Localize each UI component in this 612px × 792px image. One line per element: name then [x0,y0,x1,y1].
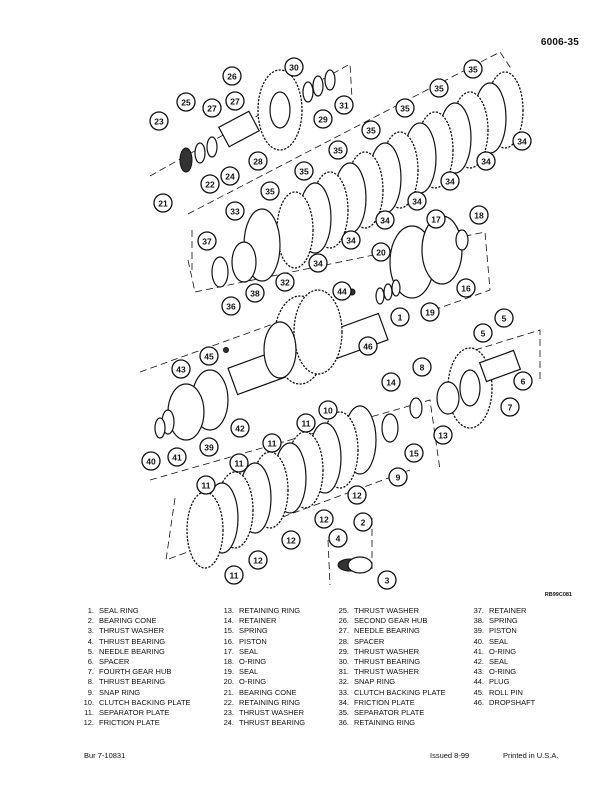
callout-12 [282,531,300,549]
callout-34 [342,231,360,249]
legend-item [462,677,535,687]
legend-column-4 [462,606,535,708]
callout-number: 12 [319,514,329,525]
printed-in: Printed in U.S.A. [503,751,559,760]
legend-item-label: SEAL RING [99,606,139,615]
callout-12 [348,486,366,504]
callout-35 [430,79,448,97]
legend-item-number: 46. [473,697,484,707]
callout-number: 34 [412,196,422,207]
callout-46 [359,337,377,355]
legend-item [462,626,535,636]
legend-item-number: 34. [338,697,349,707]
callout-7 [501,398,519,416]
callout-number: 35 [333,145,343,156]
legend-item-label: FRICTION PLATE [354,697,415,707]
callout-27 [226,92,244,110]
callout-number: 1 [397,312,403,323]
callout-22 [201,175,219,193]
callout-number: 27 [230,96,240,107]
callout-11 [225,566,243,584]
callout-37 [198,232,216,250]
callout-12 [315,510,333,528]
legend-item [72,647,191,657]
callout-number: 46 [363,341,373,352]
legend-item-label: NEEDLE BEARING [99,646,165,656]
legend-item-label: SNAP RING [354,677,396,687]
callout-number: 33 [230,206,240,217]
callout-number: 11 [267,438,277,449]
legend-item-number: 29. [338,646,349,656]
legend-item-number: 33. [338,687,349,697]
callout-33 [226,202,244,220]
legend-item-label: THRUST BEARING [354,657,421,667]
callout-42 [231,419,249,437]
legend-item-label: SEPARATOR PLATE [99,708,170,718]
callout-number: 34 [445,176,455,187]
legend-item-label: CLUTCH BACKING PLATE [354,687,446,697]
callout-35 [329,141,347,159]
callout-number: 10 [323,405,333,416]
legend-item [212,698,305,708]
legend-item-number: 10. [83,697,94,707]
legend-item-number: 35. [338,708,349,718]
legend-item [212,616,305,626]
callout-number: 7 [507,402,513,413]
legend-item [462,667,535,677]
callout-number: 36 [226,301,236,312]
callout-5 [495,309,513,327]
callout-number: 42 [235,423,245,434]
callout-number: 28 [253,156,263,167]
legend-item-number: 21. [223,687,234,697]
callout-11 [297,414,315,432]
callout-20 [372,243,390,261]
legend-item [327,657,446,667]
legend-item-label: SEAL [489,636,509,646]
legend-item [72,718,191,728]
callout-34 [408,192,426,210]
callout-number: 5 [480,328,486,339]
callout-19 [421,303,439,321]
legend-item-number: 24. [223,718,234,728]
callout-number: 40 [146,456,156,467]
legend-item [72,688,191,698]
legend-item-number: 36. [338,718,349,728]
legend-item [72,616,191,626]
legend-item-label: SPRING [489,616,518,626]
callout-number: 43 [176,364,186,375]
legend-item-number: 31. [338,667,349,677]
legend-item-number: 6. [87,657,94,667]
legend-item-number: 28. [338,636,349,646]
legend-item-number: 15. [223,626,234,636]
figure-code: RB99C081 [544,592,572,598]
legend-item [72,606,191,616]
legend-item-label: THRUST WASHER [354,667,420,677]
callout-number: 12 [253,555,263,566]
legend-item [212,718,305,728]
legend-column-1 [72,606,191,728]
legend-item-label: RETAINER [239,616,277,626]
legend-item-label: THRUST WASHER [99,626,165,636]
callout-number: 41 [172,452,182,463]
legend-item [72,698,191,708]
legend-item-number: 12. [83,718,94,728]
callout-15 [405,444,423,462]
callout-number: 26 [227,71,237,82]
legend-item-label: RETAINING RING [239,606,301,615]
legend-item-label: THRUST WASHER [354,606,420,615]
legend-item [327,698,446,708]
legend-item [327,606,446,616]
callout-34 [376,211,394,229]
callout-number: 35 [265,186,275,197]
callout-number: 15 [409,448,419,459]
legend-item-number: 13. [223,606,234,615]
legend-item-label: THRUST WASHER [239,708,305,718]
legend-item-label: SEAL [239,646,259,656]
callout-number: 6 [520,376,526,387]
legend-item-number: 4. [87,636,94,646]
callout-number: 8 [419,362,425,373]
callout-6 [514,372,532,390]
callout-31 [335,96,353,114]
callout-number: 16 [461,283,471,294]
callout-32 [276,273,294,291]
callout-number: 39 [204,442,214,453]
legend-item-number: 14. [223,616,234,626]
callout-38 [246,284,264,302]
callout-12 [249,551,267,569]
callout-35 [261,182,279,200]
legend-item-number: 1. [87,606,94,615]
legend-item-number: 42. [473,657,484,667]
legend-item-label: SECOND GEAR HUB [354,616,428,626]
legend-item-label: O-RING [489,646,517,656]
legend-item-label: THRUST BEARING [99,677,166,687]
legend-item-number: 17. [223,646,234,656]
legend-item-label: BEARING CONE [99,616,157,626]
callout-number: 30 [289,62,299,73]
callout-44 [333,282,351,300]
callout-1 [391,308,409,326]
legend-item-label: SEAL [239,667,259,677]
callout-number: 12 [352,490,362,501]
callout-number: 37 [202,236,212,247]
callout-number: 22 [205,179,215,190]
legend-item-number: 40. [473,636,484,646]
legend-item [212,708,305,718]
legend-item-number: 38. [473,616,484,626]
callout-17 [427,210,445,228]
callout-30 [285,58,303,76]
callout-13 [434,426,452,444]
callout-29 [314,110,332,128]
legend-item [462,688,535,698]
callout-41 [168,448,186,466]
legend-item-label: SEAL [489,657,509,667]
callout-8 [413,358,431,376]
callout-11 [230,454,248,472]
legend-item [212,647,305,657]
legend-item [72,626,191,636]
legend-item-label: DROPSHAFT [489,697,536,707]
legend-item-label: PLUG [489,677,510,687]
legend-item-label: RETAINING RING [239,697,301,707]
legend-item-number: 44. [473,677,484,687]
callout-number: 35 [366,125,376,136]
legend-item [462,698,535,708]
legend-item-label: FRICTION PLATE [99,718,160,728]
legend-item-label: PISTON [489,626,517,636]
legend-item-number: 19. [223,667,234,677]
legend-item-number: 8. [87,677,94,687]
legend-item-number: 16. [223,636,234,646]
page-number: 6006-35 [540,37,579,48]
legend-item-number: 26. [338,616,349,626]
legend-item-number: 43. [473,667,484,677]
legend-item-number: 11. [84,708,94,718]
callout-number: 5 [501,313,507,324]
legend-item [327,647,446,657]
legend-item [212,637,305,647]
callout-40 [142,452,160,470]
callout-number: 19 [425,307,435,318]
callout-27 [203,99,221,117]
callout-number: 12 [286,535,296,546]
legend-item-number: 7. [87,667,94,677]
legend-item [327,637,446,647]
legend-item [212,677,305,687]
callout-number: 17 [431,214,441,225]
legend-item-label: CLUTCH BACKING PLATE [99,697,191,707]
callout-3 [378,571,396,589]
callout-23 [150,112,168,130]
legend-item [327,688,446,698]
callout-24 [221,167,239,185]
legend-item [72,637,191,647]
callout-36 [222,297,240,315]
legend-item [462,657,535,667]
legend-item-number: 45. [473,687,484,697]
callout-35 [396,99,414,117]
callout-number: 11 [201,480,211,491]
legend-item [72,677,191,687]
legend-item-number: 9. [87,687,94,697]
callout-18 [470,206,488,224]
legend-item-number: 30. [338,657,349,667]
callout-10 [319,401,337,419]
callout-11 [263,434,281,452]
legend-item-number: 18. [223,657,234,667]
callout-35 [362,121,380,139]
legend-item-number: 20. [223,677,234,687]
legend-item-label: O-RING [489,667,517,677]
legend-item [212,667,305,677]
callout-number: 31 [339,100,349,111]
callout-number: 21 [158,198,168,209]
legend-item [212,657,305,667]
callout-number: 34 [380,215,390,226]
callout-21 [154,194,172,212]
callout-11 [197,476,215,494]
callout-34 [513,132,531,150]
legend-item [327,677,446,687]
callout-number: 11 [229,570,239,581]
legend-item-number: 22. [223,697,234,707]
callout-number: 14 [386,377,396,388]
callout-5 [474,324,492,342]
callout-number: 11 [301,418,311,429]
callout-45 [200,347,218,365]
issued-date: Issued 8-99 [430,751,470,760]
callout-number: 11 [234,458,244,469]
legend-item-label: RETAINING RING [354,718,416,728]
legend-item-label: SPACER [354,636,385,646]
legend-item [462,647,535,657]
callout-number: 24 [225,171,235,182]
legend-item [327,708,446,718]
callout-number: 13 [438,430,448,441]
callout-number: 23 [154,116,164,127]
callout-number: 44 [337,286,347,297]
callout-number: 27 [207,103,217,114]
legend-item [212,626,305,636]
callout-16 [457,279,475,297]
legend-item [327,718,446,728]
legend-item-label: SNAP RING [99,687,141,697]
legend-item-number: 5. [87,646,94,656]
callout-35 [295,162,313,180]
legend-item-number: 32. [338,677,349,687]
callout-26 [223,67,241,85]
callout-number: 34 [313,258,323,269]
legend-column-3 [327,606,446,728]
legend-item [72,657,191,667]
legend-item-label: O-RING [239,657,267,667]
legend-item-number: 27. [338,626,349,636]
legend-item-label: THRUST BEARING [239,718,306,728]
legend-item [212,606,305,616]
legend-item-label: PISTON [239,636,267,646]
document-number: Bur 7-10831 [84,751,126,760]
callout-4 [329,529,347,547]
legend-item-label: BEARING CONE [239,687,297,697]
legend-item [462,637,535,647]
callout-28 [249,152,267,170]
legend-item-number: 39. [473,626,484,636]
legend-item-label: THRUST BEARING [99,636,166,646]
callout-34 [309,254,327,272]
callout-35 [464,60,482,78]
legend-item [72,708,191,718]
legend-item-label: O-RING [239,677,267,687]
callout-9 [389,468,407,486]
callout-34 [477,152,495,170]
legend-item-label: RETAINER [489,606,527,615]
callout-number: 34 [517,136,527,147]
legend-item-number: 25. [338,606,349,615]
callout-number: 35 [434,83,444,94]
callout-34 [441,172,459,190]
callout-39 [200,438,218,456]
callout-number: 9 [395,472,401,483]
callout-number: 29 [318,114,328,125]
callout-number: 4 [335,533,341,544]
callout-number: 35 [400,103,410,114]
legend-item [462,606,535,616]
legend-item [327,626,446,636]
legend-item-number: 41. [473,646,484,656]
legend-item-label: NEEDLE BEARING [354,626,420,636]
callout-number: 38 [250,288,260,299]
legend-item [72,667,191,677]
legend-item-number: 37. [473,606,484,615]
legend-item-label: ROLL PIN [489,687,523,697]
callout-number: 18 [474,210,484,221]
callout-number: 20 [376,247,386,258]
legend-item-number: 3. [87,626,94,636]
legend-item-number: 23. [223,708,234,718]
callout-number: 25 [181,97,191,108]
callout-number: 2 [360,517,366,528]
legend-item-label: SEPARATOR PLATE [354,708,425,718]
callout-25 [177,93,195,111]
callout-14 [382,373,400,391]
legend-item [327,667,446,677]
legend-item [327,616,446,626]
callout-number: 35 [299,166,309,177]
legend-item-label: FOURTH GEAR HUB [99,667,172,677]
legend-item-label: SPRING [239,626,268,636]
callout-number: 45 [204,351,214,362]
callout-43 [172,360,190,378]
legend-column-2 [212,606,305,728]
callout-number: 34 [481,156,491,167]
legend-item [462,616,535,626]
callout-number: 34 [346,235,356,246]
callout-number: 32 [280,277,290,288]
legend-item-label: THRUST WASHER [354,646,420,656]
callout-2 [354,513,372,531]
callout-number: 35 [468,64,478,75]
callout-number: 3 [384,575,390,586]
legend-item [212,688,305,698]
legend-item-number: 2. [87,616,94,626]
legend-item-label: SPACER [99,657,130,667]
